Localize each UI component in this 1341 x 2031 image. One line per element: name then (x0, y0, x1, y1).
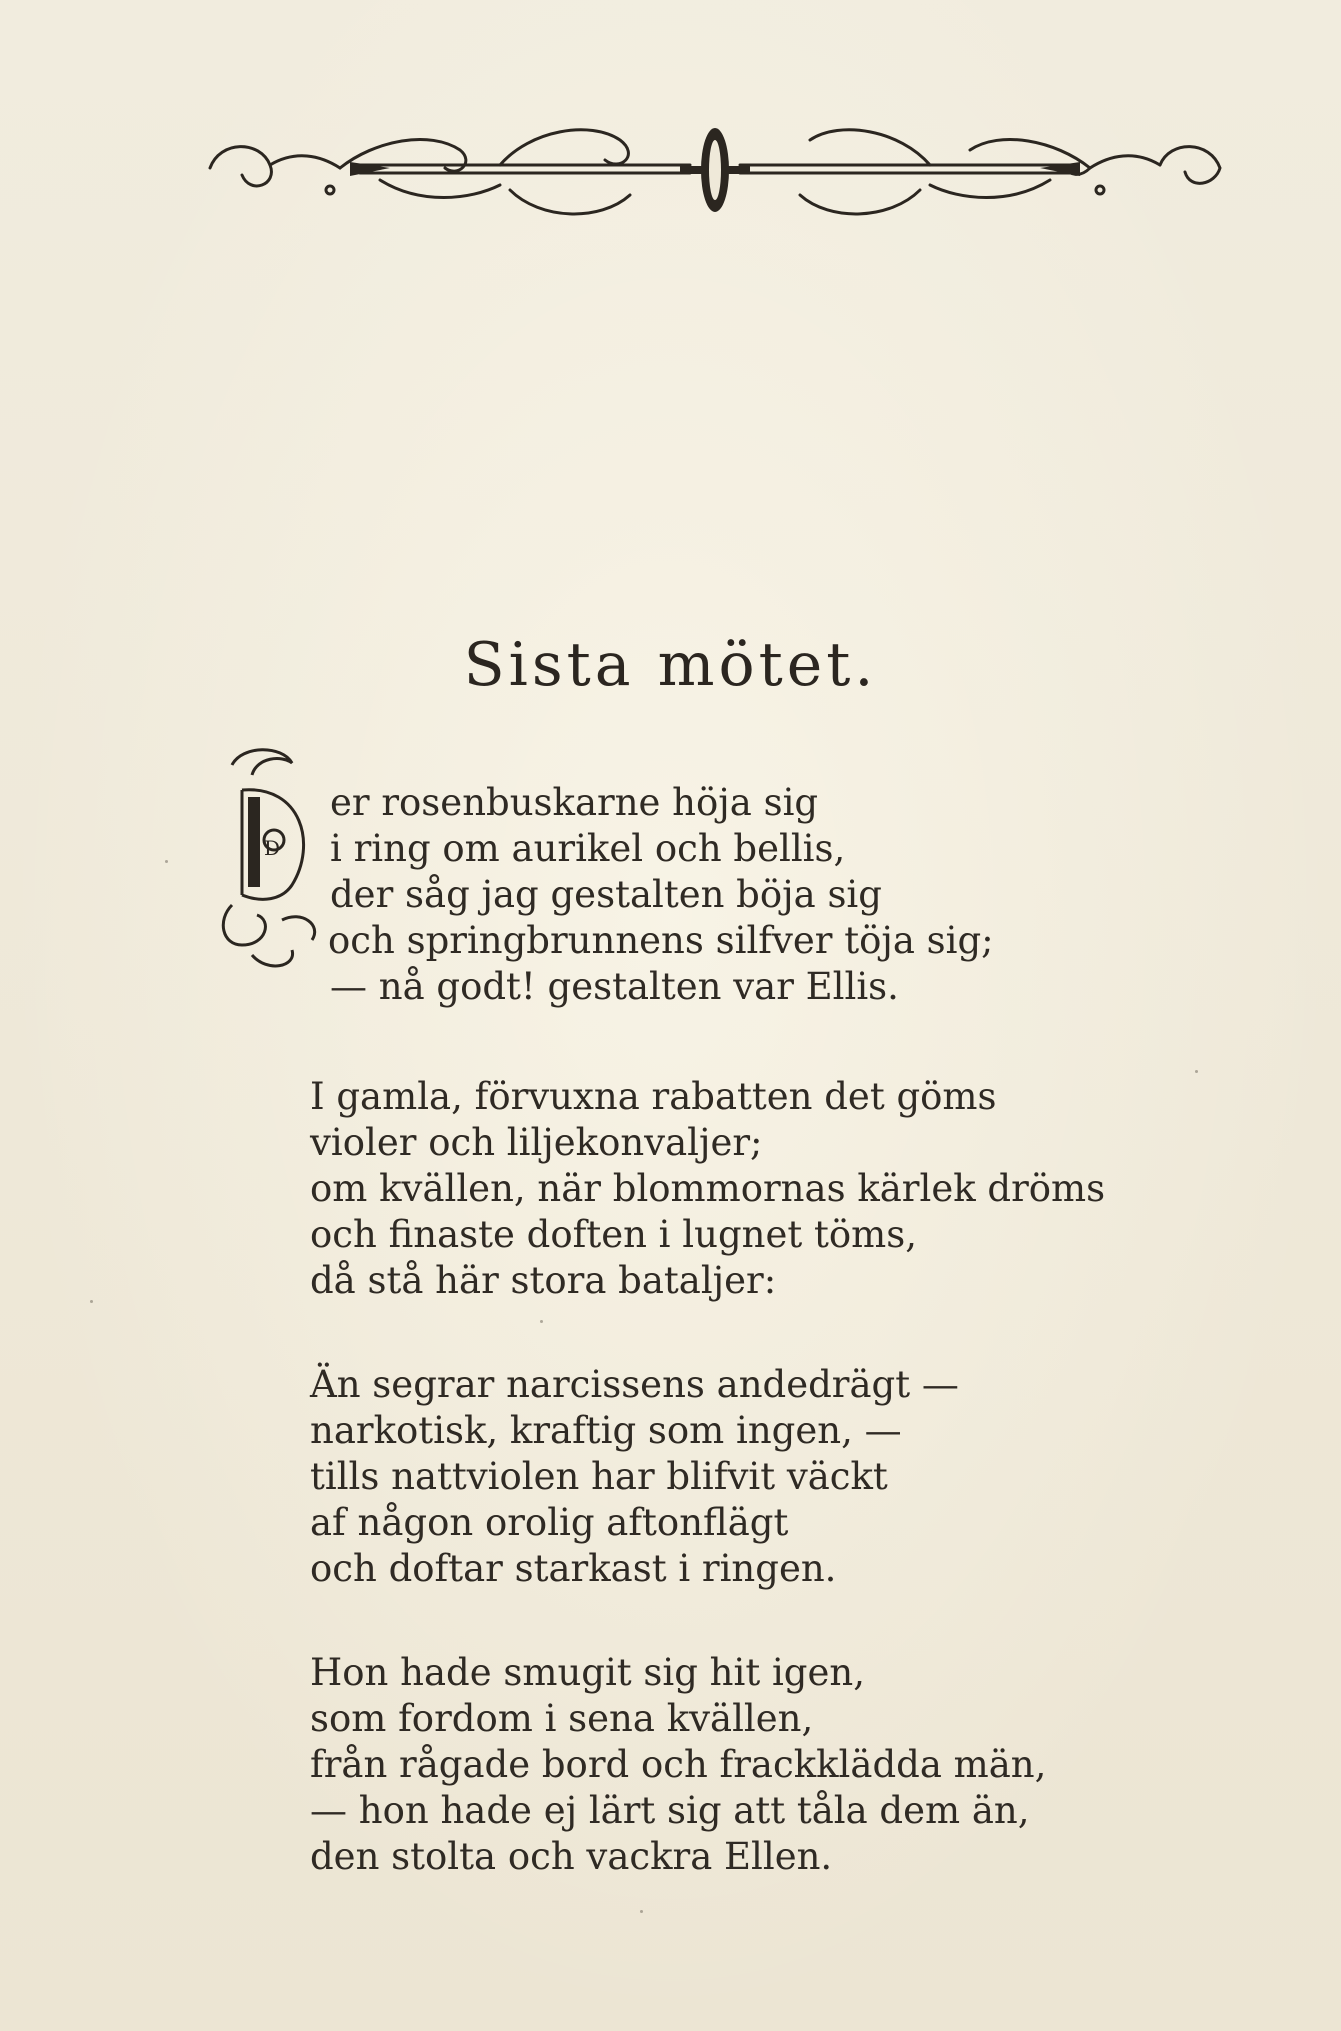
poem-line: I gamla, förvuxna rabatten det göms (310, 1075, 997, 1118)
poem-line: som fordom i sena kvällen, (310, 1697, 814, 1740)
poem-line: — hon hade ej lärt sig att tåla dem än, (310, 1789, 1030, 1832)
paper-speck (90, 1300, 93, 1303)
poem-line: — nå godt! gestalten var Ellis. (330, 965, 899, 1008)
paper-speck (540, 1320, 543, 1323)
decorative-header-ornament-icon (200, 110, 1230, 240)
stanza-3 (310, 1362, 959, 1592)
poem-line: och doftar starkast i ringen. (310, 1547, 837, 1590)
poem-line: och finaste doften i lugnet töms, (310, 1213, 917, 1256)
poem-line: er rosenbuskarne höja sig (330, 781, 819, 824)
poem-line: om kvällen, när blommornas kärlek dröms (310, 1167, 1106, 1210)
poem-line: den stolta och vackra Ellen. (310, 1835, 833, 1878)
paper-speck (165, 860, 168, 863)
stanza-1 (330, 780, 994, 1010)
poem-line: tills nattviolen har blifvit väckt (310, 1455, 888, 1498)
ornamental-drop-cap-icon (212, 745, 332, 975)
drop-cap-letter: D (263, 836, 281, 860)
poem-line: af någon orolig aftonflägt (310, 1501, 789, 1544)
poem-line: Hon hade smugit sig hit igen, (310, 1651, 865, 1694)
poem-line: narkotisk, kraftig som ingen, — (310, 1409, 902, 1452)
paper-speck (640, 1910, 643, 1913)
poem-line: i ring om aurikel och bellis, (330, 827, 846, 870)
stanza-2 (310, 1074, 1105, 1304)
poem-title: Sista mötet. (463, 630, 878, 700)
poem-line: och springbrunnens silfver töja sig; (328, 919, 994, 962)
poem-line: violer och liljekonvaljer; (310, 1121, 763, 1164)
paper-speck (1195, 1070, 1198, 1073)
poem-line: Än segrar narcissens andedrägt — (310, 1363, 959, 1406)
poem-line: der såg jag gestalten böja sig (330, 873, 882, 916)
poem-line: från rågade bord och frackklädda män, (310, 1743, 1047, 1786)
poem-line: då stå här stora bataljer: (310, 1259, 777, 1302)
stanza-4 (310, 1650, 1046, 1880)
